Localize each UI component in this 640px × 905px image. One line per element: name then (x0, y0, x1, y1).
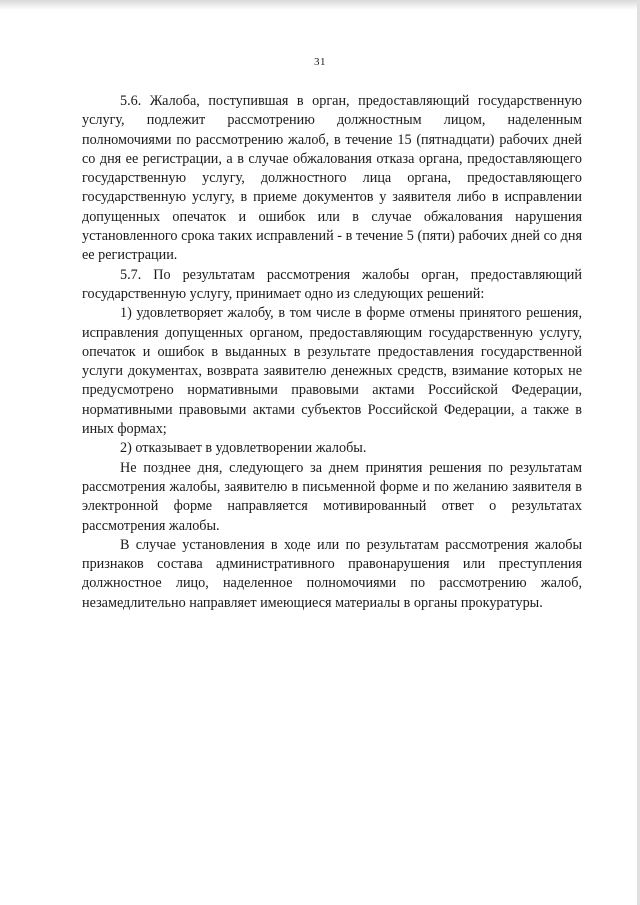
page-number: 31 (314, 56, 326, 68)
response-deadline-paragraph: Не позднее дня, следующего за днем принятия решения по результатам рассмотрения жалобы, заявителю в письменной форме и по желанию заявителя в электронной форме направляется мотивированный ответ о результатах рассмотрения жалобы. (82, 459, 582, 534)
paragraph-5-7: 5.7. По результатам рассмотрения жалобы орган, предоставляющий государственную услугу, принимает одно из следующих решений: (82, 266, 582, 302)
decision-item-1: 1) удовлетворяет жалобу, в том числе в форме отмены принятого решения, исправления допущенных органом, предоставляющим государственную услугу, опечаток и ошибок в выданных в результате предоставления государственной услуги документах, возврата заявителю денежных средств, взимание которых не предусмотрено нормативными правовыми актами Российской Федерации, нормативными правовыми актами субъектов Российской Федерации, а также в иных формах; (82, 305, 582, 438)
decision-item-2: 2) отказывает в удовлетворении жалобы. (120, 440, 367, 457)
prosecution-referral-paragraph: В случае установления в ходе или по результатам рассмотрения жалобы признаков состава административного правонарушения или преступления должностное лицо, наделенное полномочиями по рассмотрению жалоб, незамедлительно направляет имеющиеся материалы в органы прокуратуры. (82, 536, 582, 611)
document-body (82, 92, 582, 613)
paragraph-5-6: 5.6. Жалоба, поступившая в орган, предоставляющий государственную услугу, подлежит рассмотрению должностным лицом, наделенным полномочиями по рассмотрению жалоб, в течение 15 (пятнадцати) рабочих дней со дня ее регистрации, а в случае обжалования отказа органа, предоставляющего государственную услугу, должностного лица органа, предоставляющего государственную услугу, в приеме документов у заявителя либо в исправлении допущенных опечаток и ошибок или в случае обжалования нарушения установленного срока таких исправлений - в течение 5 (пяти) рабочих дней со дня ее регистрации. (82, 93, 582, 264)
scan-edge-top (0, 0, 640, 10)
